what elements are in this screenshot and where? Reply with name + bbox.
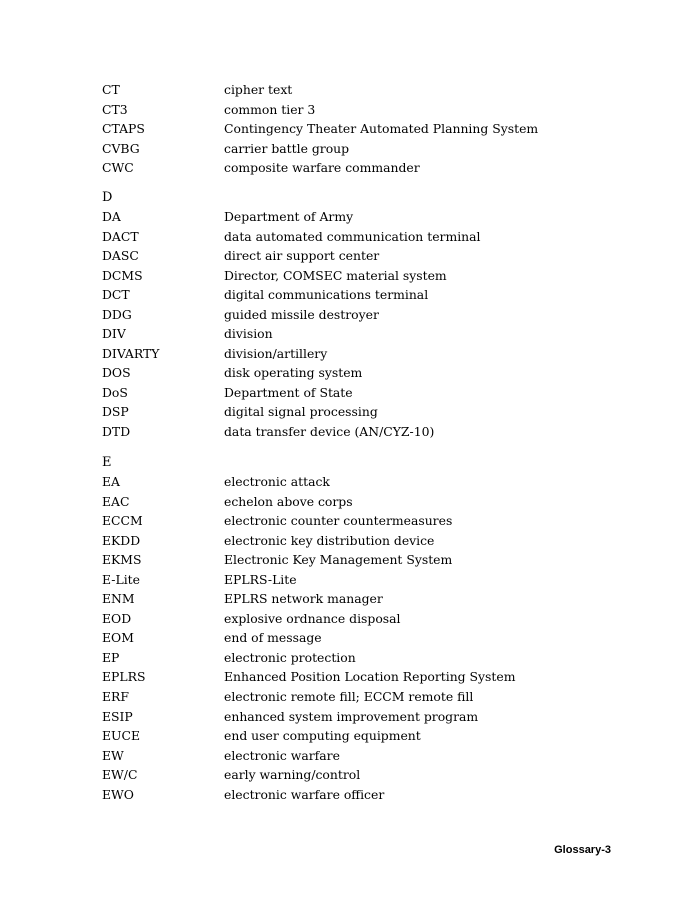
glossary-entry [102,785,622,805]
entry-definition: end user computing equipment [224,728,421,744]
entry-abbreviation: EOM [102,630,134,646]
entry-definition: electronic protection [224,649,356,665]
glossary-entry [102,746,622,766]
entry-definition: Department of Army [224,209,354,224]
entry-definition: electronic remote fill; ECCM remote fill [224,689,474,705]
entry-definition: composite warfare commander [224,160,420,176]
entry-definition: Enhanced Position Location Reporting System [224,669,516,685]
glossary-section-d [102,207,622,442]
glossary-entry [102,726,622,746]
glossary-entry [102,765,622,785]
entry-abbreviation: DIVARTY [102,345,160,361]
glossary-entry [102,363,622,383]
entry-abbreviation: DoS [102,384,128,400]
section-heading-d: D [102,190,113,205]
glossary-entry [102,492,622,512]
glossary-entry [102,139,622,159]
entry-abbreviation: DCT [102,287,130,303]
entry-definition: EPLRS-Lite [224,571,297,587]
glossary-entry [102,511,622,531]
entry-definition: common tier 3 [224,101,316,117]
entry-abbreviation: DSP [102,404,129,420]
glossary-entry [102,158,622,178]
glossary-entry [102,246,622,266]
entry-abbreviation: DA [102,209,121,224]
glossary-entry [102,383,622,403]
entry-definition: echelon above corps [224,493,353,509]
entry-abbreviation: CT [102,82,120,97]
entry-definition: electronic counter countermeasures [224,513,453,529]
entry-abbreviation: CT3 [102,101,128,117]
entry-abbreviation: CVBG [102,140,140,156]
entry-abbreviation: CTAPS [102,121,145,137]
entry-definition: division/artillery [224,345,328,361]
entry-abbreviation: ESIP [102,708,133,724]
entry-definition: enhanced system improvement program [224,708,479,724]
glossary-entry [102,80,622,100]
entry-definition: division [224,326,273,342]
entry-abbreviation: EUCE [102,728,141,744]
entry-abbreviation: DOS [102,365,131,381]
entry-abbreviation: EW/C [102,767,138,783]
entry-abbreviation: ECCM [102,513,143,529]
entry-abbreviation: CWC [102,160,134,176]
glossary-section-c [102,80,622,178]
entry-abbreviation: DIV [102,326,126,342]
entry-abbreviation: EKMS [102,552,142,568]
entry-definition: carrier battle group [224,140,350,156]
entry-definition: early warning/control [224,767,361,783]
glossary-entry [102,402,622,422]
glossary-entry [102,531,622,551]
entry-abbreviation: E-Lite [102,571,140,587]
entry-definition: digital signal processing [224,404,378,420]
entry-abbreviation: EOD [102,610,132,626]
glossary-entry [102,207,622,227]
entry-definition: disk operating system [224,365,363,381]
entry-definition: electronic warfare officer [224,786,385,802]
glossary-entry [102,609,622,629]
glossary-entry [102,589,622,609]
entry-definition: guided missile destroyer [224,306,379,322]
glossary-entry [102,344,622,364]
entry-definition: data automated communication terminal [224,228,481,244]
glossary-entry [102,648,622,668]
entry-definition: Electronic Key Management System [224,552,453,568]
glossary-entry [102,472,622,492]
entry-definition: Department of State [224,384,353,400]
glossary-entry [102,266,622,286]
page-number: Glossary-3 [554,844,611,856]
glossary-entry [102,550,622,570]
section-heading-e: E [102,455,112,470]
entry-definition: EPLRS network manager [224,591,383,607]
entry-definition: Director, COMSEC material system [224,267,447,283]
glossary-entry [102,100,622,120]
glossary-entry [102,119,622,139]
glossary-entry [102,305,622,325]
entry-abbreviation: DCMS [102,267,143,283]
glossary-entry [102,285,622,305]
entry-abbreviation: ENM [102,591,135,607]
entry-abbreviation: ERF [102,689,129,705]
entry-abbreviation: DDG [102,306,132,322]
glossary-entry [102,422,622,442]
glossary-section-e [102,472,622,804]
entry-definition: electronic key distribution device [224,532,435,548]
entry-abbreviation: EWO [102,786,134,802]
entry-abbreviation: EW [102,747,124,763]
entry-definition: electronic warfare [224,747,340,763]
entry-abbreviation: DACT [102,228,139,244]
glossary-entry [102,628,622,648]
entry-abbreviation: DTD [102,424,131,440]
entry-abbreviation: EAC [102,493,130,509]
glossary-entry [102,707,622,727]
entry-definition: end of message [224,630,322,646]
entry-definition: direct air support center [224,248,380,264]
entry-definition: electronic attack [224,474,330,489]
entry-definition: Contingency Theater Automated Planning System [224,121,539,137]
glossary-entry [102,570,622,590]
entry-abbreviation: EA [102,474,120,489]
glossary-entry [102,324,622,344]
glossary-entry [102,687,622,707]
entry-definition: cipher text [224,82,293,97]
glossary-entry [102,227,622,247]
entry-abbreviation: EPLRS [102,669,146,685]
entry-definition: data transfer device (AN/CYZ-10) [224,424,435,440]
entry-abbreviation: EKDD [102,532,141,548]
glossary-entry [102,667,622,687]
entry-definition: digital communications terminal [224,287,429,303]
entry-definition: explosive ordnance disposal [224,610,401,626]
entry-abbreviation: DASC [102,248,139,264]
entry-abbreviation: EP [102,649,120,665]
